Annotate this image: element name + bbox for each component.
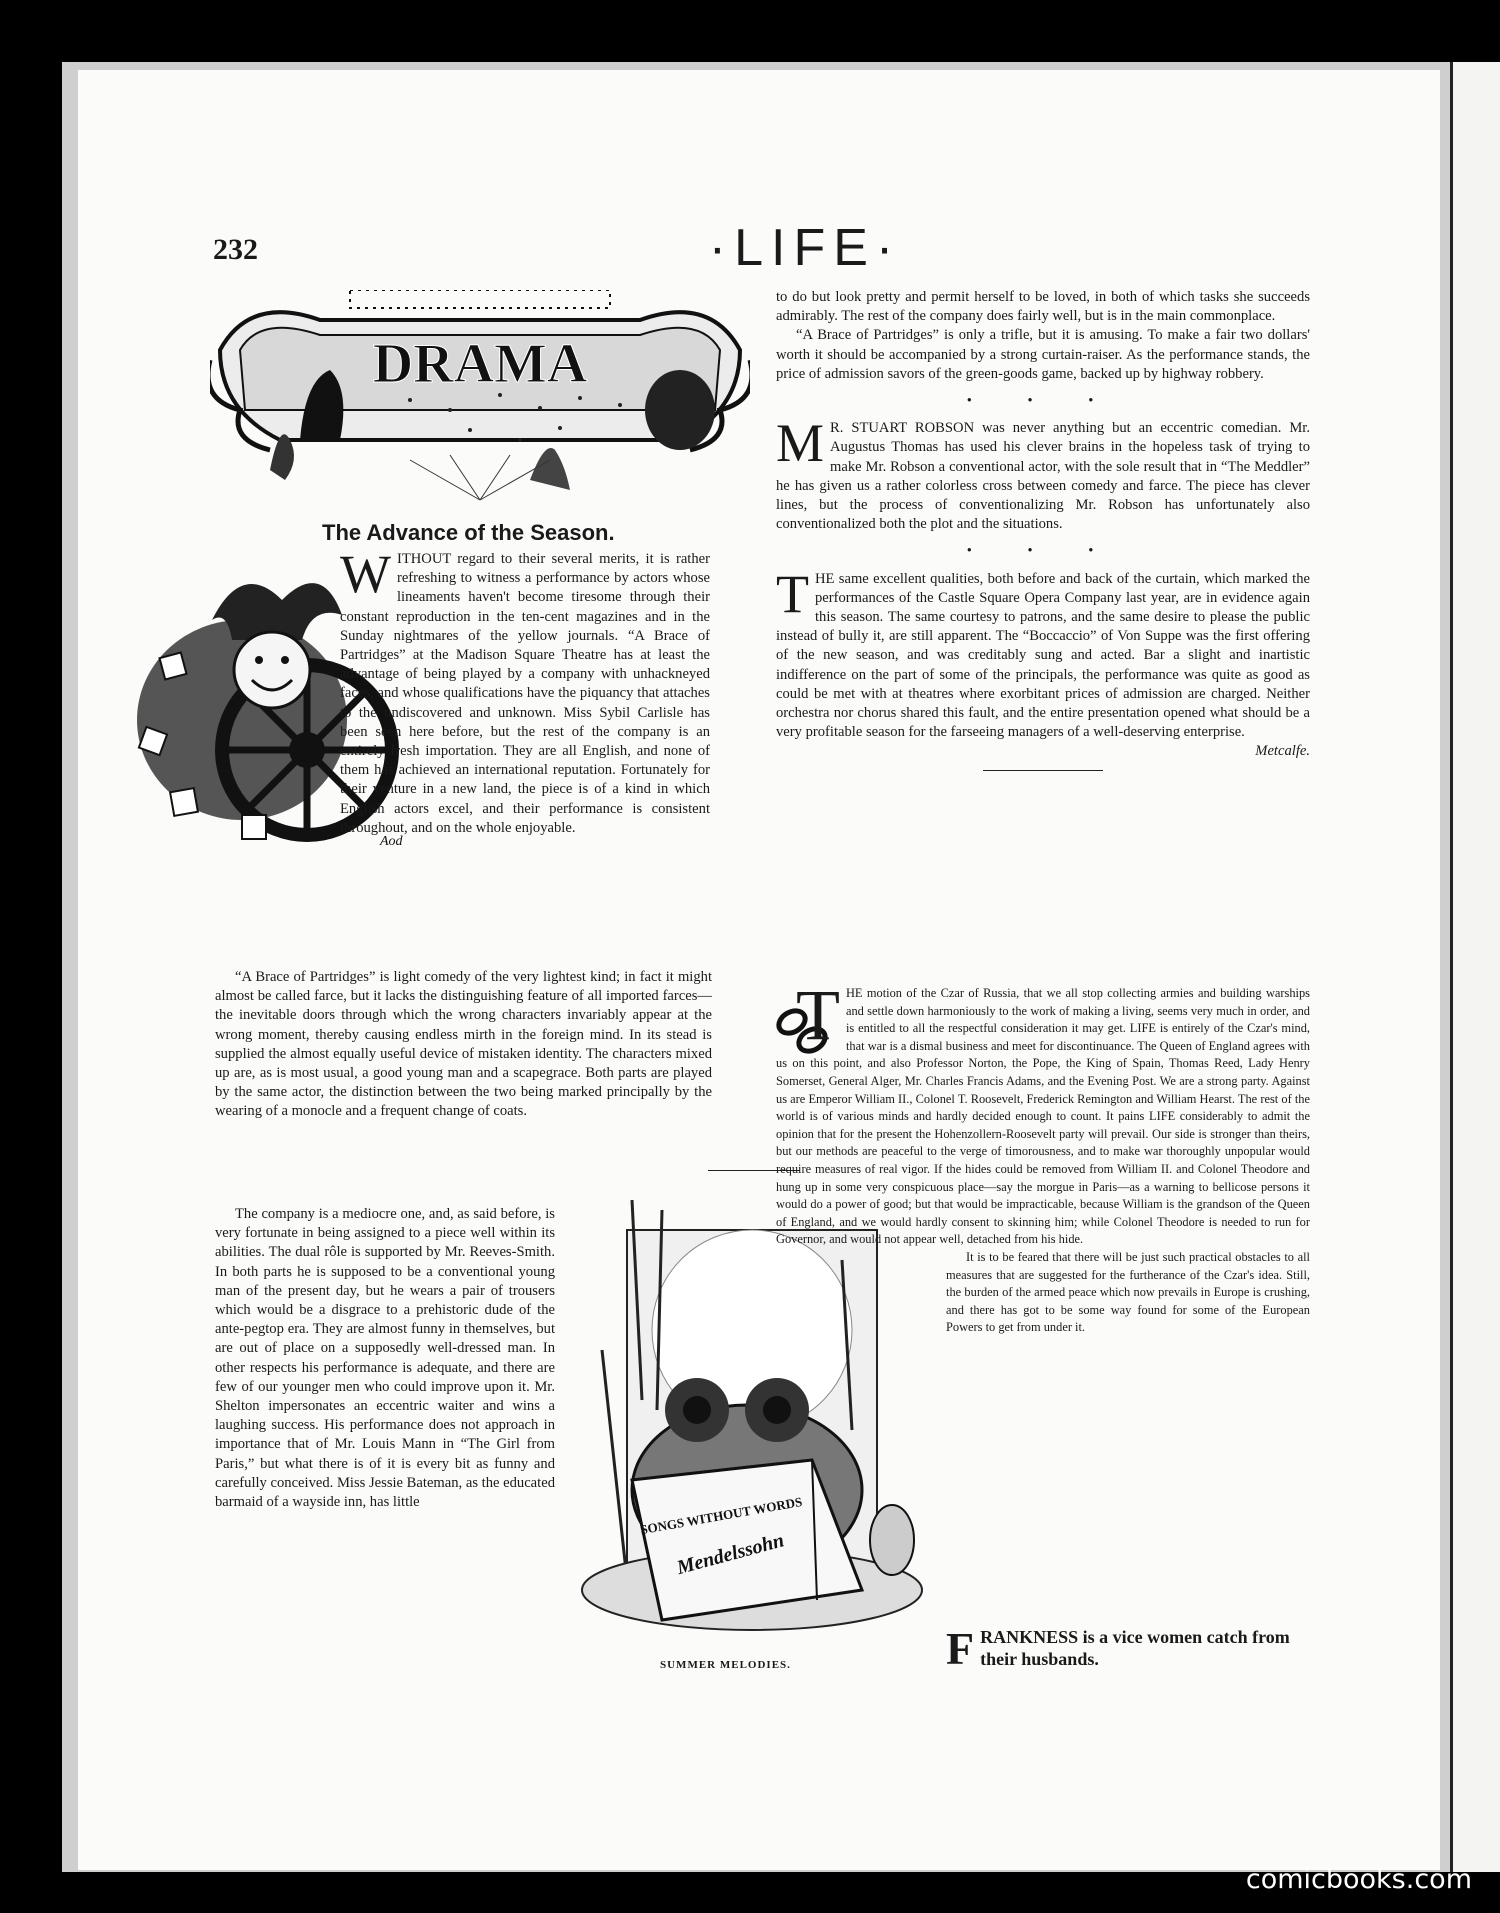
frankness-quip [946,1623,1312,1674]
divider [983,770,1103,771]
illustration-caption: SUMMER MELODIES. [660,1659,791,1671]
svg-text:Aod: Aod [380,834,403,849]
book-author: Mendelssohn [674,1529,787,1580]
right-column-top [776,288,1310,779]
book-title: SONGS WITHOUT WORDS [639,1493,804,1538]
section-heading: The Advance of the Season. [322,520,615,545]
drop-cap: T [796,975,840,1055]
article-paragraph: “A Brace of Partridges” is only a trifle, but it is amusing. To make a fair two dollars' worth it should be accompanied by a strong curtain-raiser. As the performance stands, the price of admission savors of the green-goods game, backed up by highway robbery. [776,327,1310,382]
drop-cap: F [946,1623,975,1674]
drop-cap: M [776,413,825,474]
page-number: 232 [213,233,258,266]
left-column-middle [215,968,712,1122]
castle-square-review: HE same excellent qualities, both before and back of the curtain, which marked the performances of the Castle Square Opera Company last year, are in evidence again this season. The same courtesy to patrons, and the same desire to please the public instead of bully it, are still apparent. The “Boccaccio” of Von Suppe was the first offering of the new season, and was creditably sung and acted. Bar a slight and inartistic indifference on the part of some of the principals, the performance was quite as good as could be met with at theatres where exorbitant prices of admission are charged. Neither orchestra nor chorus shared this fault, and the entire presentation opened what should be a very profitable season for the farseeing managers of a well-deserving enterprise. [776,570,1310,741]
section-separator: • • • [966,543,1120,560]
czar-editorial [776,975,1310,1337]
adjacent-page-edge [1450,62,1500,1872]
drop-cap: T [776,563,809,624]
banner-word: DRAMA [372,333,588,395]
article-text: ITHOUT regard to their several merits, it is rather refreshing to witness a performance by actors whose lineaments haven't become tiresome through their constant reproduction in the ten-cent magazines and in the Sunday nightmares of the yellow journals. “A Brace of Partridges” at the Madison Square Theatre has at least the advantage of being played by a company with unhackneyed faces, and whose qualifications have the piquancy that attaches to the undiscovered and unknown. Miss Sybil Carlisle has been seen here before, but the rest of the company is an entirely fresh importation. They are all English, and none of them has achieved an international reputation. Fortunately for their venture in a new land, the piece is of a kind in which English actors excel, and their performance is consistent throughout, and on the whole enjoyable. [340,551,710,836]
article-paragraph: The company is a mediocre one, and, as said before, is very fortunate in being assigned to a piece well within its abilities. The dual rôle is supported by Mr. Reeves-Smith. In both parts he is supposed to be a conventional young man of the present day, but he wears a pair of trousers which would be a disgrace to a prehistoric dude of the ante-pegtop era. They are almost funny in themselves, but are out of place on a supposedly well-dressed man. In other respects his performance is adequate, and there are few of our younger men who could improve upon it. Mr. Shelton impersonates an eccentric waiter and wins a laughing success. His performance does not approach in importance that of Mr. Louis Mann in “The Girl from Paris,” but what there is of it is every bit as funny and carefully conceived. Miss Jessie Bateman, as the educated barmaid of a wayside inn, has little [215,1206,555,1511]
drop-cap: W [340,544,391,604]
article-continuation: to do but look pretty and permit herself to be loved, in both of which tasks she succeeds admirably. The rest of the company does fairly well, but is in the main commonplace. [776,289,1310,325]
frankness-text: RANKNESS is a vice women catch from their husbands. [980,1627,1290,1669]
section-separator: • • • [966,393,1120,410]
masthead: ·LIFE· [708,219,902,277]
article-paragraph: “A Brace of Partridges” is light comedy of the very lightest kind; in fact it might almost be called farce, but it lacks the distinguishing feature of all imported farces—the inevitable doors through which the wrong characters invariably appear at the wrong moment, thereby causing endless mirth in the foreign mind. In its stead is supplied the almost equally useful device of mistaken identity. The characters mixed up are, as is most usual, a good young man and a scapegrace. Both parts are played by the same actor, the distinction between the two being marked principally by the wearing of a monocle and a frequent change of coats. [215,969,712,1120]
robson-review: R. STUART ROBSON was never anything but an eccentric comedian. Mr. Augustus Thomas has used his clever brains in the hopeless task of trying to make Mr. Robson a conventional actor, with the sole result that in “The Meddler” he has given us a rather colorless cross between comedy and farce. The piece has clever lines, but the process of conventionalizing Mr. Robson has unfortunately also conventionalized both the plot and the situations. [776,420,1310,533]
left-column-bottom [215,1205,555,1512]
watermark: comicbooks.com [1245,1864,1472,1895]
czar-editorial-text: HE motion of the Czar of Russia, that we all stop collecting armies and building warships and settle down harmoniously to the work of making a living, seems very much in order, and is entitled to all the respectful consideration it may get. LIFE is entirely of the Czar's mind, that war is a dismal business and meet for discontinuance. The Queen of England agrees with us on this point, and also Professor Norton, the Pope, the King of Spain, Thomas Reed, Lady Henry Somerset, General Alger, Mr. Charles Francis Adams, and the Evening Post. We are a strong party. Against us are Emperor William II., Colonel T. Roosevelt, Frederick Remington and William Hearst. The rest of the world is of various minds and hardly decided enough to count. It pains LIFE considerably to admit the opinion that for the present the Hohenzollern-Roosevelt party will prevail. Our side is stronger than theirs, but our methods are peaceful to the verge of timorousness, and to make war thoroughly unpopular would require measures of real vigor. If the hides could be removed from William II. and Colonel Theodore and hung up in some very conspicuous place—say the morgue in Paris—as a warning to bellicose persons it would do a power of good; but that would be impracticable, because William is the grandson of the Queen of England, and we would hardly consent to skinning him; while Colonel Theodore is needed to run for Governor, and would not appear well, detached from his hide. [776,986,1310,1247]
left-column-top [340,544,710,838]
czar-editorial-text-2: It is to be feared that there will be just such practical obstacles to all measures that are suggested for the furtherance of the Czar's idea. Still, the burden of the armed peace which now prevails in Europe is crushing, and there has got to be some way found for some of the European Powers to get from under it. [946,1249,1310,1335]
author-signature: Metcalfe. [1255,743,1310,760]
drama-banner-illustration [210,290,750,515]
